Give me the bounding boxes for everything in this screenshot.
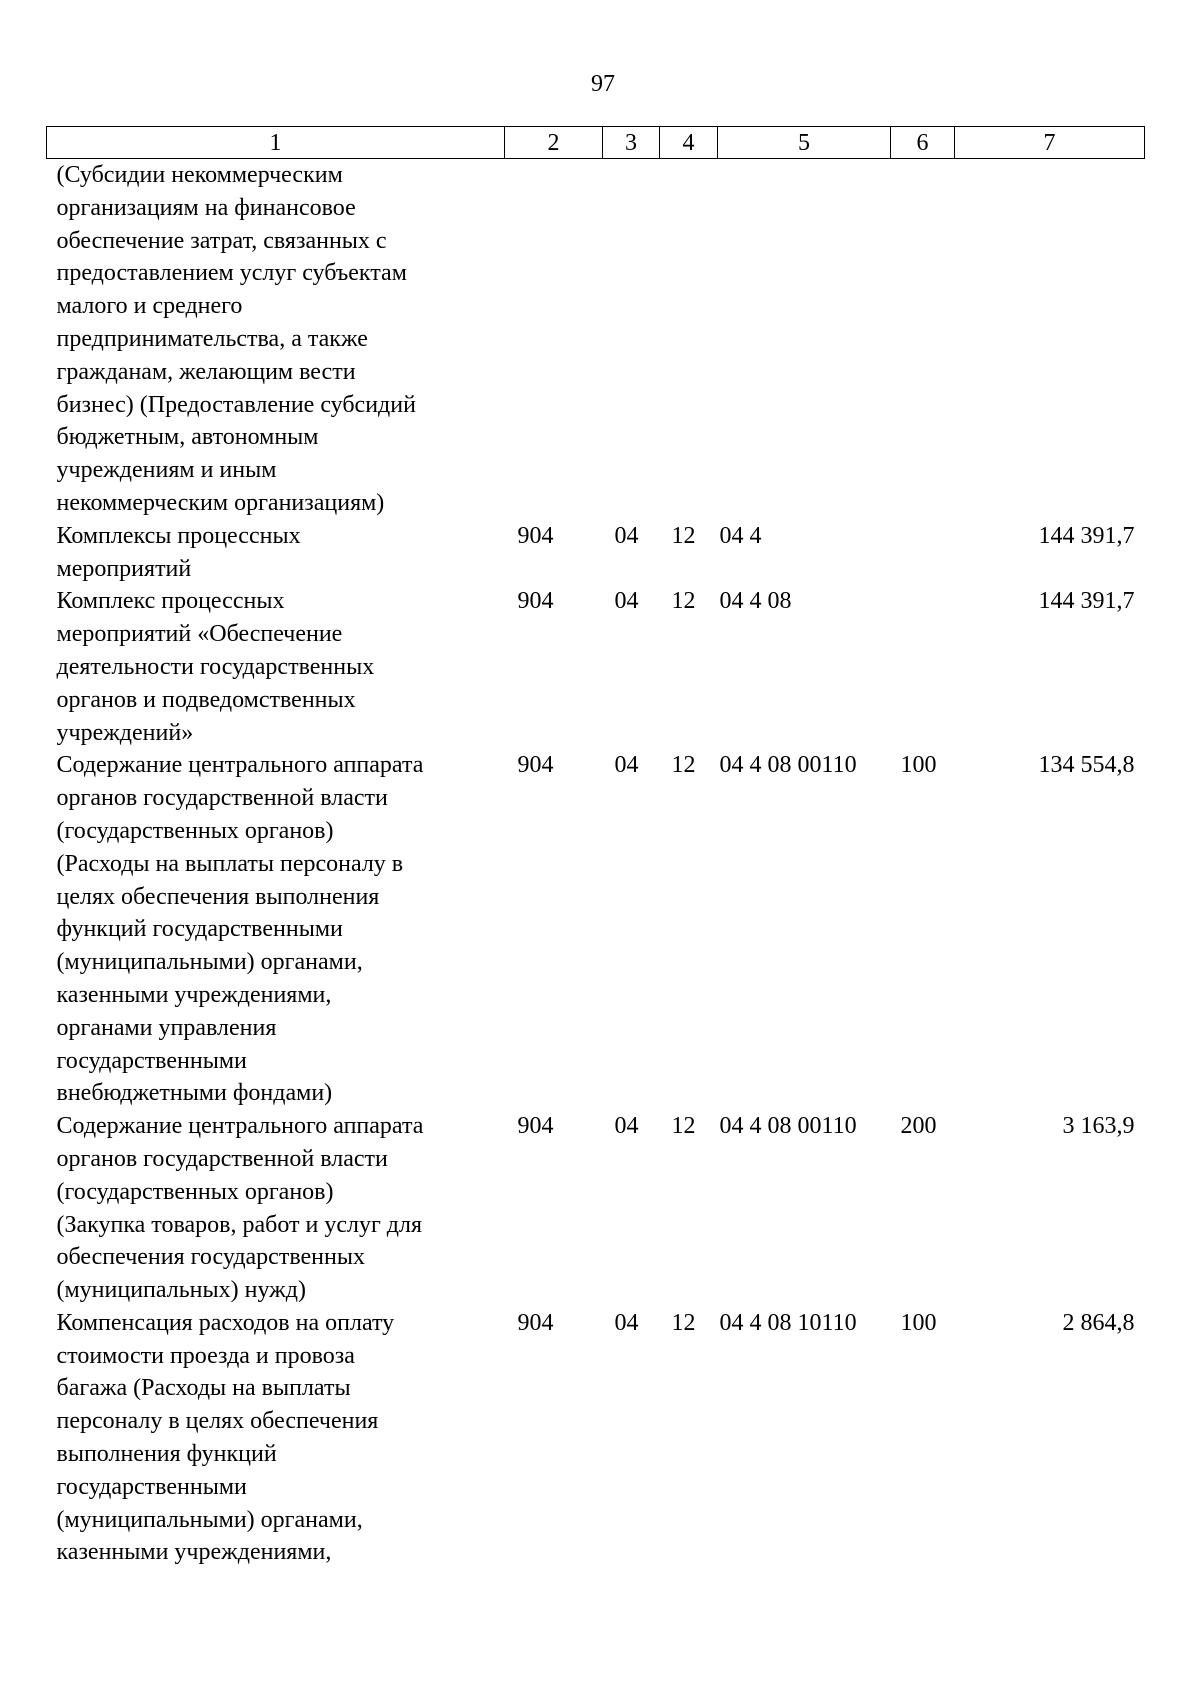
table-header xyxy=(47,127,1145,159)
table-row xyxy=(47,159,1145,520)
cell-section-code: 04 xyxy=(614,1113,639,1140)
description-line: внебюджетными фондами) xyxy=(56,1080,333,1107)
cell-amount xyxy=(955,159,1145,520)
row-description xyxy=(47,749,505,1110)
row-description xyxy=(47,1110,505,1307)
header-col-3: 3 xyxy=(603,127,660,159)
cell-ministry-code: 904 xyxy=(517,1309,554,1336)
description-line: выполнения функций xyxy=(56,1441,277,1468)
row-description xyxy=(47,1307,505,1569)
cell-target-article: 04 4 08 00110 xyxy=(719,752,857,779)
description-line: (Субсидии некоммерческим xyxy=(56,162,343,188)
row-description xyxy=(47,520,505,586)
description-line: стоимости проезда и провоза xyxy=(56,1342,355,1369)
description-line: органов государственной власти xyxy=(56,1145,388,1172)
row-description xyxy=(47,585,505,749)
cell-target-article: 04 4 08 xyxy=(719,588,792,615)
cell-amount: 144 391,7 xyxy=(1038,588,1135,615)
cell-ministry-code xyxy=(505,159,603,520)
header-col-1: 1 xyxy=(47,127,505,159)
description-line: (государственных органов) xyxy=(56,1178,334,1205)
table-body xyxy=(47,159,1145,1570)
cell-subsection-code: 12 xyxy=(671,588,696,615)
cell-ministry-code: 904 xyxy=(517,752,554,779)
description-line: организациям на финансовое xyxy=(56,194,356,221)
description-line: казенными учреждениями, xyxy=(56,981,332,1008)
cell-amount: 144 391,7 xyxy=(1038,522,1135,549)
cell-subsection-code xyxy=(660,159,718,520)
cell-ministry-code: 904 xyxy=(517,588,554,615)
cell-amount: 3 163,9 xyxy=(1062,1113,1135,1140)
header-col-2: 2 xyxy=(505,127,603,159)
header-col-6: 6 xyxy=(891,127,955,159)
table-row xyxy=(47,1307,1145,1569)
cell-subsection-code: 12 xyxy=(671,1309,696,1336)
description-line: органами управления xyxy=(56,1014,277,1041)
description-line: мероприятий «Обеспечение xyxy=(56,621,343,648)
description-line: (Закупка товаров, работ и услуг для xyxy=(56,1211,423,1238)
cell-expense-type: 200 xyxy=(900,1113,937,1140)
description-line: (муниципальными) органами, xyxy=(56,949,363,976)
header-row xyxy=(47,127,1145,159)
row-description xyxy=(47,159,505,520)
cell-amount: 2 864,8 xyxy=(1062,1309,1135,1336)
header-col-4: 4 xyxy=(660,127,718,159)
description-line: багажа (Расходы на выплаты xyxy=(56,1375,351,1402)
description-line: (муниципальных) нужд) xyxy=(56,1277,306,1304)
cell-expense-type: 100 xyxy=(900,752,937,779)
description-line: бюджетным, автономным xyxy=(56,424,319,451)
cell-section-code xyxy=(603,159,660,520)
description-line: обеспечение затрат, связанных с xyxy=(56,227,387,254)
description-line: Комплекс процессных xyxy=(56,588,285,615)
budget-table xyxy=(46,126,1145,1569)
cell-expense-type: 100 xyxy=(900,1309,937,1336)
description-line: государственными xyxy=(56,1473,247,1500)
description-line: обеспечения государственных xyxy=(56,1244,365,1271)
cell-subsection-code: 12 xyxy=(671,752,696,779)
table-row xyxy=(47,585,1145,749)
cell-subsection-code: 12 xyxy=(671,1113,696,1140)
header-col-7: 7 xyxy=(955,127,1145,159)
cell-target-article: 04 4 xyxy=(719,522,762,549)
description-line: Компенсация расходов на оплату xyxy=(56,1309,395,1336)
description-line: учреждениям и иным xyxy=(56,457,277,484)
description-line: функций государственными xyxy=(56,916,343,943)
description-line: государственными xyxy=(56,1047,247,1074)
description-line: (муниципальными) органами, xyxy=(56,1506,363,1533)
cell-ministry-code: 904 xyxy=(517,1113,554,1140)
description-line: Комплексы процессных xyxy=(56,522,301,549)
description-line: предоставлением услуг субъектам xyxy=(56,260,407,287)
cell-section-code: 04 xyxy=(614,752,639,779)
table-row xyxy=(47,520,1145,586)
description-line: мероприятий xyxy=(56,555,192,582)
cell-ministry-code: 904 xyxy=(517,522,554,549)
cell-expense-type xyxy=(891,585,955,749)
description-line: деятельности государственных xyxy=(56,653,375,680)
table-row xyxy=(47,749,1145,1110)
cell-target-article: 04 4 08 00110 xyxy=(719,1113,857,1140)
table-row xyxy=(47,1110,1145,1307)
description-line: гражданам, желающим вести xyxy=(56,358,356,385)
description-line: бизнес) (Предоставление субсидий xyxy=(56,391,416,418)
description-line: персоналу в целях обеспечения xyxy=(56,1408,379,1435)
cell-amount: 134 554,8 xyxy=(1038,752,1135,779)
description-line: предпринимательства, а также xyxy=(56,325,368,352)
page-number: 97 xyxy=(591,71,615,97)
description-line: казенными учреждениями, xyxy=(56,1539,332,1566)
description-line: некоммерческим организациям) xyxy=(56,489,385,516)
description-line: Содержание центрального аппарата xyxy=(56,752,424,779)
description-line: органов и подведомственных xyxy=(56,686,356,713)
description-line: малого и среднего xyxy=(56,293,243,320)
cell-target-article: 04 4 08 10110 xyxy=(719,1309,857,1336)
cell-target-article xyxy=(718,159,891,520)
description-line: (государственных органов) xyxy=(56,817,334,844)
cell-section-code: 04 xyxy=(614,1309,639,1336)
description-line: целях обеспечения выполнения xyxy=(56,883,380,910)
cell-subsection-code: 12 xyxy=(671,522,696,549)
cell-section-code: 04 xyxy=(614,588,639,615)
description-line: учреждений» xyxy=(56,719,194,746)
cell-section-code: 04 xyxy=(614,522,639,549)
cell-expense-type xyxy=(891,159,955,520)
description-line: Содержание центрального аппарата xyxy=(56,1113,424,1140)
cell-expense-type xyxy=(891,520,955,586)
description-line: (Расходы на выплаты персоналу в xyxy=(56,850,404,877)
header-col-5: 5 xyxy=(718,127,891,159)
description-line: органов государственной власти xyxy=(56,785,388,812)
